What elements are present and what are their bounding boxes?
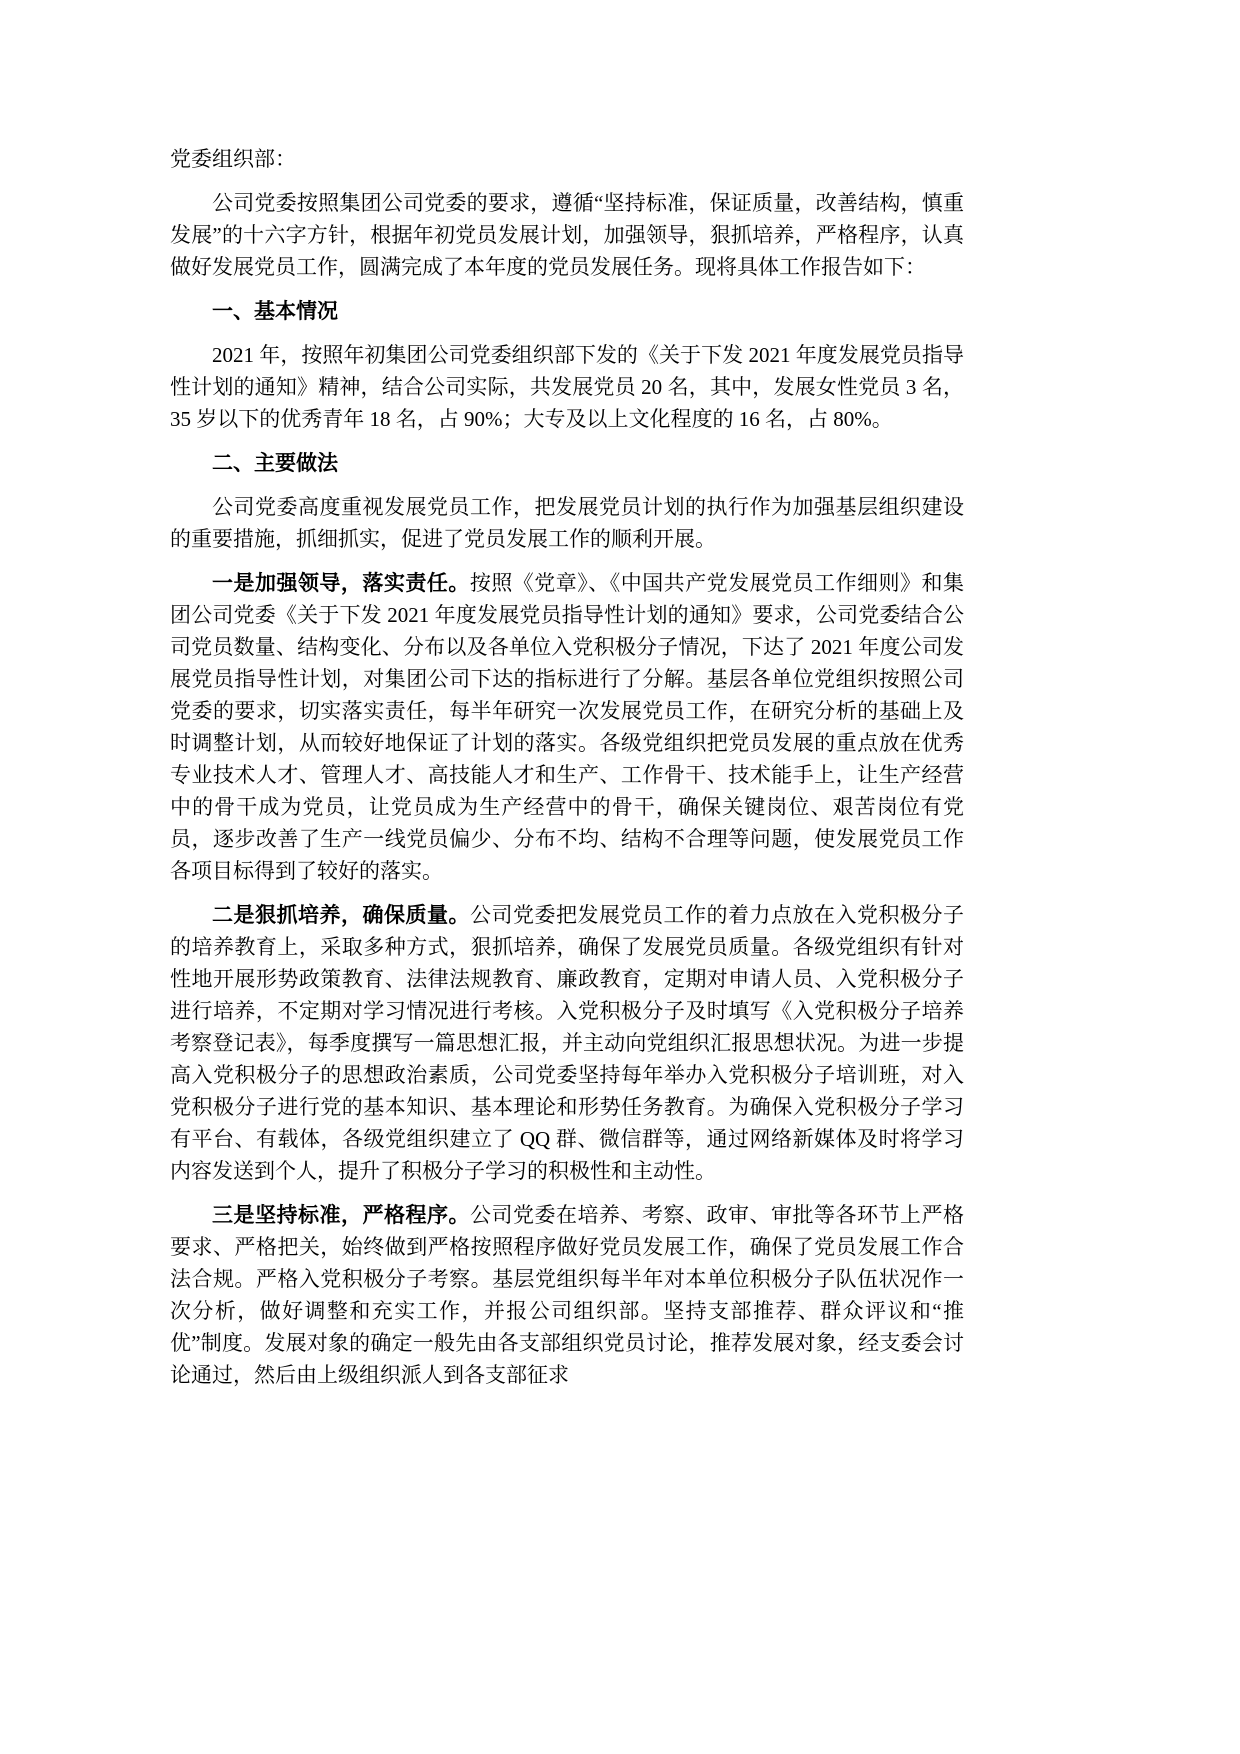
- salutation: 党委组织部：: [170, 147, 296, 171]
- practice-paragraph-3-text: 公司党委在培养、考察、政审、审批等各环节上严格要求、严格把关，始终做到严格按照程序做好党员发展工作，确保了党员发展工作合法合规。严格入党积极分子考察。基层党组织每半年对本单位积极分子队伍状况作一次分析，做好调整和充实工作，并报公司组织部。坚持支部推荐、群众评议和“推优”制度。发展对象的确定一般先由各支部组织党员讨论，推荐发展对象，经支委会讨论通过，然后由上级组织派人到各支部征求: [170, 1203, 964, 1387]
- practice-paragraph-2-text: 公司党委把发展党员工作的着力点放在入党积极分子的培养教育上，采取多种方式，狠抓培养，确保了发展党员质量。各级党组织有针对性地开展形势政策教育、法律法规教育、廉政教育，定期对申请人员、入党积极分子进行培养，不定期对学习情况进行考核。入党积极分子及时填写《入党积极分子培养考察登记表》，每季度撰写一篇思想汇报，并主动向党组织汇报思想状况。为进一步提高入党积极分子的思想政治素质，公司党委坚持每年举办入党积极分子培训班，对入党积极分子进行党的基本知识、基本理论和形势任务教育。为确保入党积极分子学习有平台、有载体，各级党组织建立了 QQ 群、微信群等，通过网络新媒体及时将学习内容发送到个人，提升了积极分子学习的积极性和主动性。: [170, 903, 964, 1183]
- practice-paragraph-1-text: 按照《党章》、《中国共产党发展党员工作细则》和集团公司党委《关于下发 2021 年度发展党员指导性计划的通知》要求，公司党委结合公司党员数量、结构变化、分布以及各单位入党积极分子情况，下达了 2021 年度公司发展党员指导性计划，对集团公司下达的指标进行了分解。基层各单位党组织按照公司党委的要求，切实落实责任，每半年研究一次发展党员工作，在研究分析的基础上及时调整计划，从而较好地保证了计划的落实。各级党组织把党员发展的重点放在优秀专业技术人才、管理人才、高技能人才和生产、工作骨干、技术能手上，让生产经营中的骨干成为党员，让党员成为生产经营中的骨干，确保关键岗位、艰苦岗位有党员，逐步改善了生产一线党员偏少、分布不均、结构不合理等问题，使发展党员工作各项目标得到了较好的落实。: [170, 571, 964, 883]
- practice-paragraph-1-lead: 一是加强领导，落实责任。: [212, 571, 470, 595]
- practice-paragraph-3-lead: 三是坚持标准，严格程序。: [212, 1203, 470, 1227]
- intro-paragraph: 公司党委按照集团公司党委的要求，遵循“坚持标准，保证质量，改善结构，慎重发展”的十六字方针，根据年初党员发展计划，加强领导，狠抓培养，严格程序，认真做好发展党员工作，圆满完成了本年度的党员发展任务。现将具体工作报告如下：: [170, 191, 964, 279]
- practice-paragraph-1: [170, 567, 964, 887]
- main-practices-intro-paragraph: 公司党委高度重视发展党员工作，把发展党员计划的执行作为加强基层组织建设的重要措施，抓细抓实，促进了党员发展工作的顺利开展。: [170, 495, 964, 551]
- practice-paragraph-3: [170, 1199, 964, 1391]
- section-heading-basic-situation: 一、基本情况: [212, 299, 338, 323]
- section-heading-main-practices: 二、主要做法: [212, 451, 338, 475]
- practice-paragraph-2: [170, 899, 964, 1187]
- basic-situation-paragraph: 2021 年，按照年初集团公司党委组织部下发的《关于下发 2021 年度发展党员指导性计划的通知》精神，结合公司实际，共发展党员 20 名，其中，发展女性党员 3 名，35 岁以下的优秀青年 18 名，占 90%；大专及以上文化程度的 16 名，占 80%。: [170, 343, 964, 431]
- practice-paragraph-2-lead: 二是狠抓培养，确保质量。: [212, 903, 470, 927]
